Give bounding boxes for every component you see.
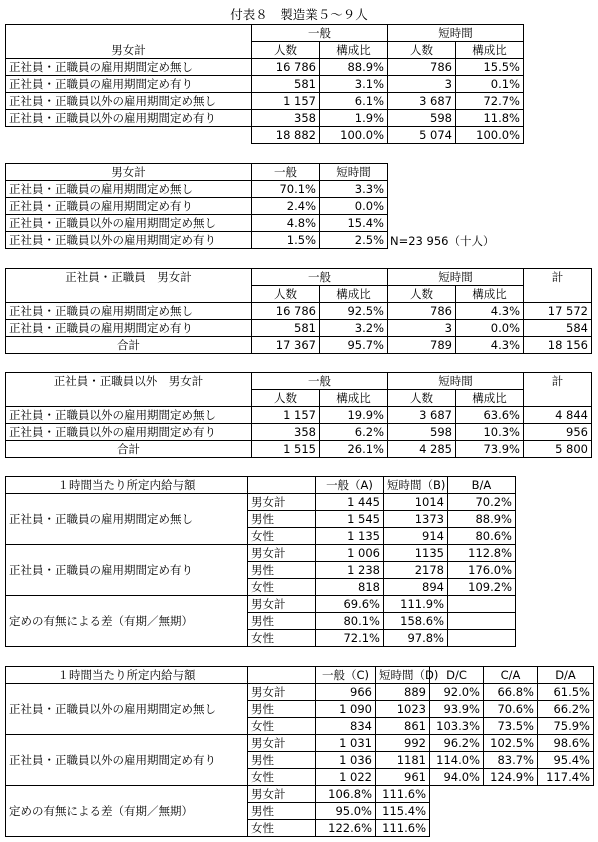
table-row: [6, 232, 388, 249]
cell: 834: [316, 718, 376, 735]
cell: 95.4%: [538, 752, 594, 769]
cell: 61.5%: [538, 684, 594, 701]
table-section-header: 正社員・正職員 男女計: [6, 269, 252, 286]
table-row: [6, 76, 524, 93]
cell: 1 445: [316, 494, 384, 511]
col-header-kei: 計: [524, 269, 592, 286]
table-row: [6, 181, 388, 198]
cell: 1 031: [316, 735, 376, 752]
sex-label: 男女計: [248, 596, 316, 613]
col-header-kouseihi: 構成比: [456, 42, 524, 59]
cell: 98.6%: [538, 735, 594, 752]
cell: 117.4%: [538, 769, 594, 786]
row-label: 正社員・正職員以外の雇用期間定め無し: [6, 407, 252, 424]
table-row: [6, 545, 516, 562]
table-section-header: １時間当たり所定内給与額: [6, 667, 248, 684]
cell: 966: [316, 684, 376, 701]
empty-cell: [538, 786, 594, 803]
table-row: [6, 596, 516, 613]
col-header-ninzu: 人数: [388, 42, 456, 59]
col-header-ca: C/A: [484, 667, 538, 684]
cell: 66.8%: [484, 684, 538, 701]
cell: 1 006: [316, 545, 384, 562]
row-group-label: 正社員・正職員の雇用期間定め無し: [6, 494, 248, 545]
col-header-tanjikan: 短時間: [320, 164, 388, 181]
cell: 100.0%: [456, 127, 524, 144]
cell: 1 515: [252, 441, 320, 458]
cell: 15.4%: [320, 215, 388, 232]
empty-cell: [484, 786, 538, 803]
row-header-total-mf: 男女計: [6, 42, 252, 59]
cell: 18 156: [524, 337, 592, 354]
cell: 26.1%: [320, 441, 388, 458]
cell: 95.0%: [316, 803, 376, 820]
empty-cell: [248, 477, 316, 494]
cell: 88.9%: [320, 59, 388, 76]
table-row: [6, 786, 594, 803]
row-group-label: 定めの有無による差（有期／無期）: [6, 596, 248, 647]
cell: 992: [376, 735, 430, 752]
row-label: 正社員・正職員の雇用期間定め有り: [6, 198, 252, 215]
cell: 2.4%: [252, 198, 320, 215]
cell: 5 074: [388, 127, 456, 144]
cell: 1 022: [316, 769, 376, 786]
sex-label: 女性: [248, 579, 316, 596]
table-regular-employees: [5, 268, 592, 354]
cell: 894: [384, 579, 448, 596]
cell: 70.1%: [252, 181, 320, 198]
col-header-tanjikan: 短時間: [388, 25, 524, 42]
cell: 11.8%: [456, 110, 524, 127]
cell: 70.6%: [484, 701, 538, 718]
table-row-total: [6, 127, 524, 144]
cell: 4.3%: [456, 337, 524, 354]
row-label: 正社員・正職員の雇用期間定め有り: [6, 76, 252, 93]
cell: 111.6%: [376, 820, 430, 837]
col-header-ninzu: 人数: [388, 286, 456, 303]
col-header-ippan: 一般: [252, 373, 388, 390]
row-label: 正社員・正職員以外の雇用期間定め有り: [6, 110, 252, 127]
table-hourly-wage-non-regular: [5, 666, 594, 837]
cell: 598: [388, 424, 456, 441]
cell: 83.7%: [484, 752, 538, 769]
cell: 72.7%: [456, 93, 524, 110]
cell: 0.0%: [320, 198, 388, 215]
table-row: [6, 110, 524, 127]
sample-size-note: N=23 956（十人）: [390, 234, 495, 248]
cell: 72.1%: [316, 630, 384, 647]
sex-label: 男女計: [248, 735, 316, 752]
cell: 95.7%: [320, 337, 388, 354]
cell: 19.9%: [320, 407, 388, 424]
col-header-d: 短時間（D): [376, 667, 430, 684]
cell: 66.2%: [538, 701, 594, 718]
sex-label: 男性: [248, 803, 316, 820]
col-header-ippan: 一般: [252, 25, 388, 42]
cell: 3 687: [388, 93, 456, 110]
empty-cell: [6, 286, 252, 303]
table-non-regular-employees: [5, 372, 592, 458]
col-header-tanjikan: 短時間: [388, 269, 524, 286]
table-row: [6, 735, 594, 752]
table-section-header: 正社員・正職員以外 男女計: [6, 373, 252, 390]
sex-label: 女性: [248, 528, 316, 545]
row-group-label: 正社員・正職員以外の雇用期間定め無し: [6, 684, 248, 735]
row-label-total: 合計: [6, 441, 252, 458]
cell: 818: [316, 579, 384, 596]
cell: 97.8%: [384, 630, 448, 647]
cell: 1.9%: [320, 110, 388, 127]
cell: 80.6%: [448, 528, 516, 545]
row-label: 正社員・正職員以外の雇用期間定め有り: [6, 232, 252, 249]
cell: 10.3%: [456, 424, 524, 441]
sex-label: 女性: [248, 820, 316, 837]
cell: 69.6%: [316, 596, 384, 613]
table-row: [6, 93, 524, 110]
cell: 3.2%: [320, 320, 388, 337]
cell: 4 844: [524, 407, 592, 424]
table-employment-composition: [5, 24, 524, 144]
cell: 17 572: [524, 303, 592, 320]
cell: 112.8%: [448, 545, 516, 562]
table-row: [6, 494, 516, 511]
cell: 581: [252, 320, 320, 337]
table-section-header: １時間当たり所定内給与額: [6, 477, 248, 494]
cell: 15.5%: [456, 59, 524, 76]
empty-cell: [484, 820, 538, 837]
cell: 1181: [376, 752, 430, 769]
cell: 4.8%: [252, 215, 320, 232]
cell: 92.0%: [430, 684, 484, 701]
cell: 109.2%: [448, 579, 516, 596]
cell: 73.5%: [484, 718, 538, 735]
empty-cell: [524, 286, 592, 303]
cell: [448, 613, 516, 630]
col-header-ba: B/A: [448, 477, 516, 494]
table-row: [6, 320, 592, 337]
cell: 1 157: [252, 93, 320, 110]
cell: 63.6%: [456, 407, 524, 424]
col-header-ninzu: 人数: [252, 42, 320, 59]
sex-label: 女性: [248, 718, 316, 735]
table-row: [6, 424, 592, 441]
col-header-a: 一般（A): [316, 477, 384, 494]
row-label: 正社員・正職員以外の雇用期間定め有り: [6, 424, 252, 441]
table-row: [6, 198, 388, 215]
cell: 106.8%: [316, 786, 376, 803]
cell: 17 367: [252, 337, 320, 354]
cell: 16 786: [252, 59, 320, 76]
cell: 861: [376, 718, 430, 735]
cell: 18 882: [252, 127, 320, 144]
sex-label: 男女計: [248, 684, 316, 701]
cell: 124.9%: [484, 769, 538, 786]
sex-label: 男性: [248, 613, 316, 630]
empty-cell: [6, 127, 252, 144]
sex-label: 男性: [248, 511, 316, 528]
sex-label: 男女計: [248, 494, 316, 511]
col-header-ippan: 一般: [252, 269, 388, 286]
row-label: 正社員・正職員の雇用期間定め有り: [6, 320, 252, 337]
cell: 111.6%: [376, 786, 430, 803]
cell: 2178: [384, 562, 448, 579]
cell: 1135: [384, 545, 448, 562]
table-row: [6, 407, 592, 424]
cell: 114.0%: [430, 752, 484, 769]
cell: 88.9%: [448, 511, 516, 528]
cell: 598: [388, 110, 456, 127]
cell: 158.6%: [384, 613, 448, 630]
cell: 5 800: [524, 441, 592, 458]
cell: 111.9%: [384, 596, 448, 613]
cell: 3.1%: [320, 76, 388, 93]
cell: 115.4%: [376, 803, 430, 820]
cell: 914: [384, 528, 448, 545]
table-corner: [6, 25, 252, 42]
col-header-c: 一般（C): [316, 667, 376, 684]
cell: 786: [388, 59, 456, 76]
cell: 1 090: [316, 701, 376, 718]
empty-cell: [430, 786, 484, 803]
col-header-dc: D/C: [430, 667, 484, 684]
cell: 584: [524, 320, 592, 337]
cell: 3.3%: [320, 181, 388, 198]
cell: 80.1%: [316, 613, 384, 630]
cell: 4.3%: [456, 303, 524, 320]
cell: 1 157: [252, 407, 320, 424]
empty-cell: [484, 803, 538, 820]
empty-cell: [6, 390, 252, 407]
cell: 0.0%: [456, 320, 524, 337]
cell: 3: [388, 320, 456, 337]
col-header-kouseihi: 構成比: [320, 42, 388, 59]
cell: 786: [388, 303, 456, 320]
cell: 122.6%: [316, 820, 376, 837]
sex-label: 女性: [248, 630, 316, 647]
cell: 2.5%: [320, 232, 388, 249]
col-header-ninzu: 人数: [252, 390, 320, 407]
col-header-kouseihi: 構成比: [456, 286, 524, 303]
row-header-total-mf: 男女計: [6, 164, 252, 181]
row-label: 正社員・正職員の雇用期間定め無し: [6, 181, 252, 198]
cell: 6.1%: [320, 93, 388, 110]
sex-label: 男女計: [248, 786, 316, 803]
empty-cell: [248, 667, 316, 684]
cell: 93.9%: [430, 701, 484, 718]
row-label: 正社員・正職員以外の雇用期間定め無し: [6, 93, 252, 110]
sex-label: 男性: [248, 562, 316, 579]
table-employment-share: [5, 163, 388, 249]
cell: 1 036: [316, 752, 376, 769]
table-row: [6, 684, 594, 701]
empty-cell: [430, 820, 484, 837]
cell: 789: [388, 337, 456, 354]
cell: 889: [376, 684, 430, 701]
table-row: [6, 215, 388, 232]
cell: 94.0%: [430, 769, 484, 786]
sex-label: 女性: [248, 769, 316, 786]
cell: 3 687: [388, 407, 456, 424]
row-label: 正社員・正職員以外の雇用期間定め無し: [6, 215, 252, 232]
cell: 6.2%: [320, 424, 388, 441]
cell: 0.1%: [456, 76, 524, 93]
cell: 358: [252, 110, 320, 127]
row-label: 正社員・正職員の雇用期間定め無し: [6, 303, 252, 320]
empty-cell: [538, 820, 594, 837]
col-header-da: D/A: [538, 667, 594, 684]
col-header-ninzu: 人数: [252, 286, 320, 303]
cell: 1.5%: [252, 232, 320, 249]
cell: 73.9%: [456, 441, 524, 458]
empty-cell: [538, 803, 594, 820]
col-header-ninzu: 人数: [388, 390, 456, 407]
page-title: 付表８ 製造業５～９人: [230, 7, 368, 22]
row-group-label: 正社員・正職員の雇用期間定め有り: [6, 545, 248, 596]
col-header-b: 短時間（B): [384, 477, 448, 494]
col-header-ippan: 一般: [252, 164, 320, 181]
col-header-kei: 計: [524, 373, 592, 390]
table-row: [6, 59, 524, 76]
cell: 956: [524, 424, 592, 441]
cell: [448, 630, 516, 647]
table-row-total: [6, 441, 592, 458]
cell: 1 238: [316, 562, 384, 579]
col-header-tanjikan: 短時間: [388, 373, 524, 390]
cell: 75.9%: [538, 718, 594, 735]
cell: 961: [376, 769, 430, 786]
sex-label: 男性: [248, 752, 316, 769]
row-label: 正社員・正職員の雇用期間定め無し: [6, 59, 252, 76]
cell: 358: [252, 424, 320, 441]
cell: 16 786: [252, 303, 320, 320]
cell: [448, 596, 516, 613]
cell: 1023: [376, 701, 430, 718]
col-header-kouseihi: 構成比: [320, 390, 388, 407]
cell: 96.2%: [430, 735, 484, 752]
col-header-kouseihi: 構成比: [320, 286, 388, 303]
row-group-label: 正社員・正職員以外の雇用期間定め有り: [6, 735, 248, 786]
table-row-total: [6, 337, 592, 354]
cell: 102.5%: [484, 735, 538, 752]
table-hourly-wage-regular: [5, 476, 516, 647]
row-group-label: 定めの有無による差（有期／無期）: [6, 786, 248, 837]
sex-label: 男女計: [248, 545, 316, 562]
empty-cell: [430, 803, 484, 820]
col-header-kouseihi: 構成比: [456, 390, 524, 407]
cell: 176.0%: [448, 562, 516, 579]
cell: 100.0%: [320, 127, 388, 144]
cell: 3: [388, 76, 456, 93]
cell: 103.3%: [430, 718, 484, 735]
cell: 1 545: [316, 511, 384, 528]
row-label-total: 合計: [6, 337, 252, 354]
cell: 1014: [384, 494, 448, 511]
cell: 1 135: [316, 528, 384, 545]
cell: 92.5%: [320, 303, 388, 320]
cell: 1373: [384, 511, 448, 528]
table-row: [6, 303, 592, 320]
cell: 581: [252, 76, 320, 93]
empty-cell: [524, 390, 592, 407]
cell: 4 285: [388, 441, 456, 458]
cell: 70.2%: [448, 494, 516, 511]
sex-label: 男性: [248, 701, 316, 718]
